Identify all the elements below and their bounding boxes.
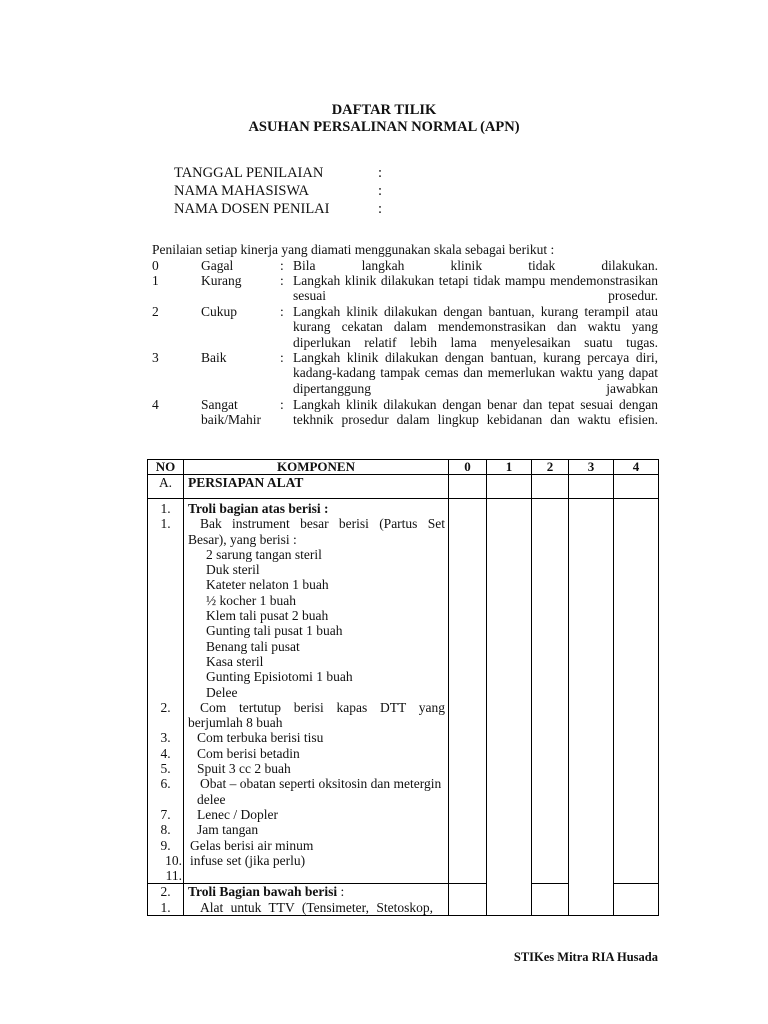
- scale-colon: :: [280, 258, 284, 273]
- section-label: PERSIAPAN ALAT: [184, 475, 449, 499]
- section-no: A.: [148, 475, 184, 499]
- item-text: Spuit 3 cc 2 buah: [197, 761, 291, 777]
- scale-number: 1: [152, 273, 159, 288]
- scale-number: 2: [152, 304, 159, 319]
- sub-item: Delee: [206, 684, 238, 700]
- meta-label-student: NAMA MAHASISWA: [174, 183, 309, 199]
- scale-colon: :: [280, 350, 284, 365]
- group-items-cell: [184, 499, 449, 884]
- scale-name: Cukup: [201, 304, 238, 319]
- group-no: 2.: [160, 884, 171, 900]
- item-text: Gelas berisi air minum: [190, 837, 314, 853]
- group-no: 1.: [160, 501, 171, 516]
- score-cell[interactable]: [614, 499, 659, 884]
- sub-item: 2 sarung tangan steril: [206, 546, 322, 562]
- header-score-1: 1: [487, 460, 532, 475]
- scale-description: Langkah klinik dilakukan dengan bantuan, kurang terampil atau kurang cekatan dalam mendemonstrasikan dan waktu yang diperlukan relatif lebih lama menyelesaikan suatu tugas.: [293, 304, 658, 350]
- scale-number: 3: [152, 350, 159, 365]
- checklist-table: [147, 459, 659, 916]
- meta-colon-lecturer: :: [378, 201, 383, 217]
- scale-colon: :: [280, 397, 284, 412]
- scale-name: Kurang: [201, 273, 242, 288]
- header-score-2: 2: [532, 460, 569, 475]
- meta-label-lecturer: NAMA DOSEN PENILAI: [174, 201, 330, 217]
- item-text: delee: [197, 791, 226, 807]
- item-text: Com berisi betadin: [197, 745, 300, 761]
- item-text: Alat untuk TTV (Tensimeter, Stetoskop,: [200, 899, 433, 915]
- group-no-cell: [148, 499, 184, 884]
- item-no: 8.: [160, 822, 171, 838]
- scale-name: Gagal: [201, 258, 234, 273]
- scale-name: Sangat baik/Mahir: [201, 397, 261, 428]
- score-cell[interactable]: [614, 884, 659, 916]
- item-text: Jam tangan: [197, 822, 259, 838]
- item-text: infuse set (jika perlu): [190, 852, 306, 868]
- header-score-4: 4: [614, 460, 659, 475]
- sub-item: Gunting Episiotomi 1 buah: [206, 669, 353, 685]
- score-cell[interactable]: [532, 475, 569, 499]
- header-score-0: 0: [449, 460, 487, 475]
- header-score-3: 3: [569, 460, 614, 475]
- table-row-group-1: [148, 499, 659, 884]
- item-text: Bak instrument besar berisi (Partus Set Besar), yang berisi :: [188, 516, 445, 547]
- sub-item: Kasa steril: [206, 653, 264, 669]
- header-no: NO: [148, 460, 184, 475]
- score-cell[interactable]: [614, 475, 659, 499]
- scale-intro: Penilaian setiap kinerja yang diamati menggunakan skala sebagai berikut :: [152, 242, 555, 257]
- document-title: DAFTAR TILIK: [331, 102, 437, 118]
- item-no: 1.: [160, 899, 171, 915]
- scale-colon: :: [280, 273, 284, 288]
- item-no: 1.: [160, 516, 171, 532]
- group-items-cell: [184, 884, 449, 916]
- sub-item: Kateter nelaton 1 buah: [206, 577, 329, 593]
- header-komponen: KOMPONEN: [184, 460, 449, 475]
- meta-colon-student: :: [378, 183, 383, 199]
- table-header-row: [148, 460, 659, 475]
- item-no: 3.: [160, 730, 171, 746]
- item-no: 7.: [160, 806, 171, 822]
- item-no: 6.: [160, 776, 171, 792]
- item-text: Com tertutup berisi kapas DTT yang berjumlah 8 buah: [188, 699, 445, 731]
- score-cell[interactable]: [487, 475, 532, 499]
- score-cell[interactable]: [532, 884, 569, 916]
- score-cell[interactable]: [569, 475, 614, 499]
- group-no-cell: [148, 884, 184, 916]
- sub-item: Gunting tali pusat 1 buah: [206, 623, 343, 639]
- sub-item: ½ kocher 1 buah: [206, 592, 296, 608]
- scale-name: Baik: [201, 350, 227, 365]
- sub-item: Duk steril: [206, 562, 260, 578]
- item-no: 4.: [160, 745, 171, 761]
- score-cell[interactable]: [449, 475, 487, 499]
- scale-description: Langkah klinik dilakukan dengan bantuan, kurang percaya diri, kadang-kadang tampak cemas dan memerlukan waktu yang dapat dipertanggung jawabkan: [293, 350, 658, 396]
- item-text: Com terbuka berisi tisu: [197, 730, 324, 746]
- scale-description: Langkah klinik dilakukan dengan benar dan tepat sesuai dengan tekhnik prosedur dalam lingkup kebidanan dan waktu efisien.: [293, 397, 658, 428]
- score-cell[interactable]: [487, 499, 532, 916]
- meta-colon-date: :: [378, 165, 383, 181]
- sub-item: Klem tali pusat 2 buah: [206, 608, 329, 624]
- score-cell[interactable]: [449, 499, 487, 884]
- score-cell[interactable]: [569, 499, 614, 916]
- item-no: 5.: [160, 761, 171, 777]
- item-no: 10.: [165, 852, 182, 868]
- sub-item: Benang tali pusat: [206, 638, 300, 654]
- group-heading: Troli Bagian bawah berisi: [188, 884, 338, 900]
- meta-label-date: TANGGAL PENILAIAN: [174, 165, 324, 181]
- item-text: Lenec / Dopler: [197, 806, 278, 822]
- item-text: Obat – obatan seperti oksitosin dan metergin: [200, 776, 442, 792]
- scale-colon: :: [280, 304, 284, 319]
- score-cell[interactable]: [532, 499, 569, 884]
- group-heading-suffix: :: [337, 884, 345, 900]
- scale-number: 4: [152, 397, 159, 412]
- score-cell[interactable]: [449, 884, 487, 916]
- document-subtitle: ASUHAN PERSALINAN NORMAL (APN): [248, 119, 520, 135]
- group-heading: Troli bagian atas berisi :: [188, 501, 329, 516]
- item-no: 2.: [160, 699, 171, 715]
- scale-description: Langkah klinik dilakukan tetapi tidak mampu mendemonstrasikan sesuai prosedur.: [293, 273, 658, 304]
- item-no: 11.: [165, 868, 182, 884]
- item-no: 9.: [160, 837, 171, 853]
- table-row-section-a: [148, 475, 659, 499]
- scale-number: 0: [152, 258, 159, 273]
- scale-description: Bila langkah klinik tidak dilakukan.: [293, 258, 658, 273]
- footer-institution: STIKes Mitra RIA Husada: [513, 950, 658, 964]
